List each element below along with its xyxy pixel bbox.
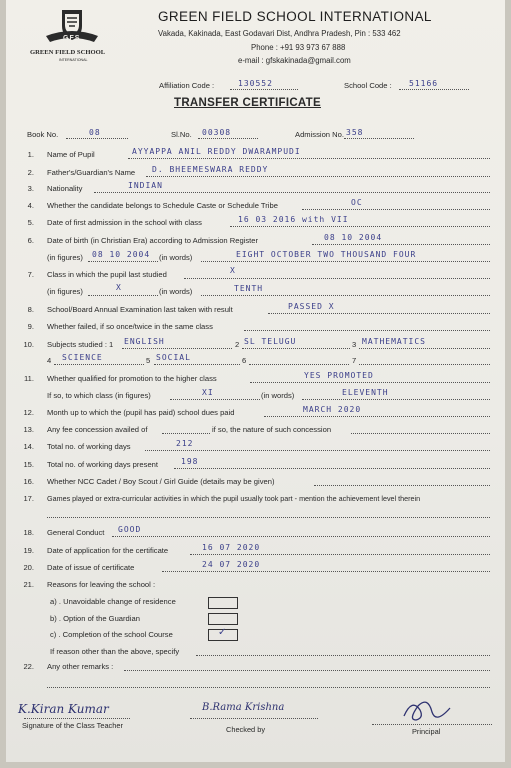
- admission-no-value: 358: [346, 128, 364, 137]
- field-22-num: 22.: [23, 662, 34, 671]
- field-6-label: Date of birth (in Christian Era) according to Admission Register: [47, 236, 259, 245]
- subject-2-label: 2: [235, 340, 240, 349]
- dob-figures-value: 08 10 2004: [92, 250, 151, 259]
- field-19-label: Date of application for the certificate: [47, 546, 169, 555]
- school-code-label: School Code :: [344, 81, 392, 90]
- application-date-value: 16 07 2020: [202, 543, 261, 552]
- field-17-num: 17.: [23, 494, 34, 503]
- exam-result-value: PASSED X: [288, 302, 335, 311]
- field-3-label: Nationality: [47, 184, 83, 193]
- promotion-words-label: (in words): [261, 391, 295, 400]
- field-20-label: Date of issue of certificate: [47, 563, 135, 572]
- field-2-label: Father's/Guardian's Name: [47, 168, 136, 177]
- days-present-value: 198: [181, 457, 199, 466]
- promotion-class-label: If so, to which class (in figures): [47, 391, 151, 400]
- field-16-num: 16.: [23, 477, 34, 486]
- field-5-num: 5.: [27, 218, 34, 227]
- checked-by-signature: B.Rama Krishna: [202, 702, 285, 713]
- field-13-label: Any fee concession availed of: [47, 425, 148, 434]
- last-class-value: X: [230, 266, 236, 275]
- field-22-label: Any other remarks :: [47, 662, 114, 671]
- sl-no-label: Sl.No.: [171, 130, 192, 139]
- conduct-value: GOOD: [118, 525, 142, 534]
- field-14-num: 14.: [23, 442, 34, 451]
- field-10-label: Subjects studied : 1: [47, 340, 114, 349]
- checked-by-label: Checked by: [226, 725, 266, 734]
- field-21-num: 21.: [23, 580, 34, 589]
- field-16-label: Whether NCC Cadet / Boy Scout / Girl Guide (details may be given): [47, 477, 275, 486]
- field-13-label-2: if so, the nature of such concession: [212, 425, 332, 434]
- caste-value: OC: [351, 198, 363, 207]
- subject-4-label: 4: [47, 356, 52, 365]
- reason-c-label: c) . Completion of the school Course: [50, 630, 173, 639]
- book-no-value: 08: [89, 128, 101, 137]
- first-admission-value: 16 03 2016 with VII: [238, 215, 349, 224]
- field-12-label: Month up to which the (pupil has paid) school dues paid: [47, 408, 235, 417]
- promotion-value: YES PROMOTED: [304, 371, 374, 380]
- class-teacher-signature: K.Kiran Kumar: [18, 702, 109, 716]
- field-3-num: 3.: [27, 184, 34, 193]
- last-class-figures-label: (in figures): [47, 287, 83, 296]
- dob-words-label: (in words): [159, 253, 193, 262]
- field-12-num: 12.: [23, 408, 34, 417]
- subject-5-label: 5: [146, 356, 151, 365]
- affiliation-code-value: 130552: [238, 79, 273, 88]
- nationality-value: INDIAN: [128, 181, 163, 190]
- reason-other-label: If reason other than the above, specify: [50, 647, 180, 656]
- sl-no-value: 00308: [202, 128, 232, 137]
- field-20-num: 20.: [23, 563, 34, 572]
- dob-figures-label: (in figures): [47, 253, 83, 262]
- last-class-figures-value: X: [116, 283, 122, 292]
- subject-7-label: 7: [352, 356, 357, 365]
- field-2-num: 2.: [27, 168, 34, 177]
- subject-2-value: SL TELUGU: [244, 337, 297, 346]
- reason-b-label: b) . Option of the Guardian: [50, 614, 140, 623]
- pupil-name-value: AYYAPPA ANIL REDDY DWARAMPUDI: [132, 147, 301, 156]
- certificate-title: TRANSFER CERTIFICATE: [174, 97, 321, 109]
- promotion-class-figures: XI: [202, 388, 214, 397]
- field-11-num: 11.: [24, 374, 34, 383]
- field-7-label: Class in which the pupil last studied: [47, 270, 167, 279]
- issue-date-value: 24 07 2020: [202, 560, 261, 569]
- school-email: e-mail : gfskakinada@gmail.com: [238, 56, 351, 65]
- logo-monogram: GFS: [63, 35, 81, 42]
- reason-c-checkbox[interactable]: [208, 629, 238, 641]
- school-logo: [30, 6, 108, 68]
- field-10-num: 10.: [23, 340, 34, 349]
- school-phone: Phone : +91 93 973 67 888: [251, 43, 346, 52]
- subject-1-value: ENGLISH: [124, 337, 165, 346]
- field-9-num: 9.: [27, 322, 34, 331]
- class-teacher-sign-label: Signature of the Class Teacher: [22, 721, 123, 730]
- field-13-num: 13.: [23, 425, 34, 434]
- subject-5-value: SOCIAL: [156, 353, 191, 362]
- field-4-label: Whether the candidate belongs to Schedule Caste or Schedule Tribe: [47, 201, 278, 210]
- father-name-value: D. BHEEMESWARA REDDY: [152, 165, 269, 174]
- school-code-value: 51166: [409, 79, 439, 88]
- reason-a-checkbox[interactable]: [208, 597, 238, 609]
- field-18-num: 18.: [23, 528, 34, 537]
- field-19-num: 19.: [23, 546, 34, 555]
- check-mark-icon: ✓: [218, 627, 227, 638]
- field-17-label: Games played or extra-curricular activities in which the pupil usually took part - mention the achievement level therein: [47, 494, 421, 503]
- field-4-num: 4.: [27, 201, 34, 210]
- reason-b-checkbox[interactable]: [208, 613, 238, 625]
- subject-4-value: SCIENCE: [62, 353, 103, 362]
- reason-a-label: a) . Unavoidable change of residence: [50, 597, 176, 606]
- field-15-num: 15.: [23, 460, 34, 469]
- school-address: Vakada, Kakinada, East Godavari Dist, Andhra Pradesh, Pin : 533 462: [158, 29, 401, 38]
- principal-label: Principal: [412, 727, 441, 736]
- subject-3-label: 3: [352, 340, 357, 349]
- field-7-num: 7.: [27, 270, 34, 279]
- principal-signature-icon: [398, 696, 458, 726]
- field-1-num: 1.: [27, 150, 34, 159]
- certificate-page: [6, 0, 505, 762]
- field-6-num: 6.: [27, 236, 34, 245]
- field-8-label: School/Board Annual Examination last taken with result: [47, 305, 233, 314]
- affiliation-code-label: Affiliation Code :: [159, 81, 215, 90]
- field-9-label: Whether failed, if so once/twice in the same class: [47, 322, 213, 331]
- field-11-label: Whether qualified for promotion to the higher class: [47, 374, 217, 383]
- school-name: GREEN FIELD SCHOOL INTERNATIONAL: [158, 9, 432, 24]
- last-class-words-value: TENTH: [234, 284, 264, 293]
- subject-6-label: 6: [242, 356, 247, 365]
- dob-words-value: EIGHT OCTOBER TWO THOUSAND FOUR: [236, 250, 417, 259]
- field-21-label: Reasons for leaving the school :: [47, 580, 156, 589]
- field-18-label: General Conduct: [47, 528, 105, 537]
- field-14-label: Total no. of working days: [47, 442, 131, 451]
- book-no-label: Book No.: [27, 130, 59, 139]
- dob-value: 08 10 2004: [324, 233, 383, 242]
- subject-3-value: MATHEMATICS: [362, 337, 426, 346]
- working-days-value: 212: [176, 439, 194, 448]
- logo-school-sub: INTERNATIONAL: [59, 58, 88, 62]
- promotion-class-words: ELEVENTH: [342, 388, 389, 397]
- last-class-words-label: (in words): [159, 287, 193, 296]
- field-1-label: Name of Pupil: [47, 150, 95, 159]
- admission-no-label: Admission No.: [295, 130, 344, 139]
- field-15-label: Total no. of working days present: [47, 460, 159, 469]
- logo-school-name: GREEN FIELD SCHOOL: [30, 49, 106, 56]
- field-8-num: 8.: [27, 305, 34, 314]
- field-5-label: Date of first admission in the school with class: [47, 218, 202, 227]
- dues-paid-value: MARCH 2020: [303, 405, 362, 414]
